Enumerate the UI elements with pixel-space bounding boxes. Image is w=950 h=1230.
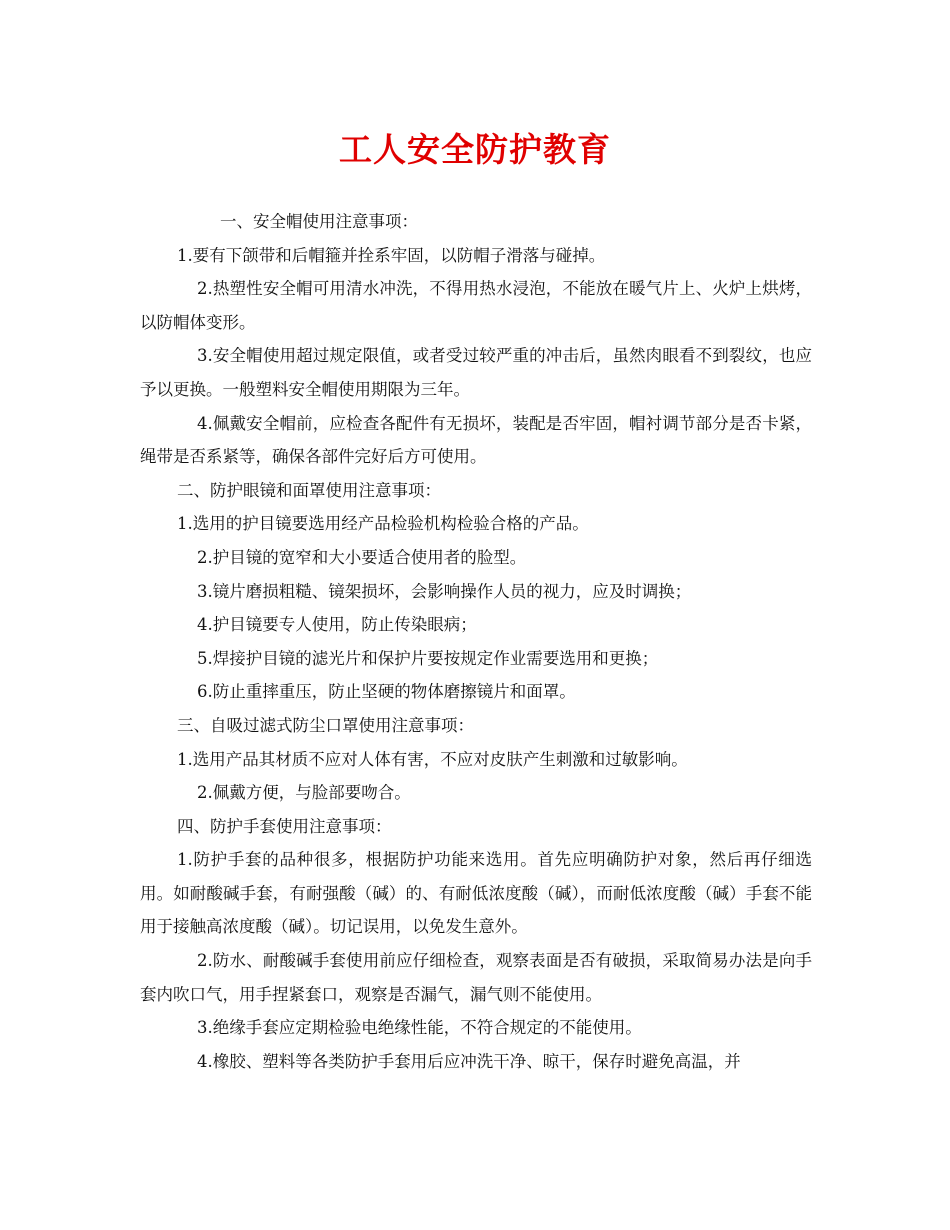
- section-heading-helmet: 一、安全帽使用注意事项：: [220, 212, 418, 231]
- mask-item-1: 1.选用产品其材质不应对人体有害，不应对皮肤产生刺激和过敏影响。: [177, 749, 688, 769]
- section-heading-goggles: 二、防护眼镜和面罩使用注意事项：: [177, 480, 441, 500]
- gloves-item-3: 3.绝缘手套应定期检验电绝缘性能，不符合规定的不能使用。: [197, 1018, 642, 1038]
- goggles-item-5: 5.焊接护目镜的滤光片和保护片要按规定作业需要选用和更换；: [197, 648, 659, 668]
- goggles-item-2: 2.护目镜的宽窄和大小要适合使用者的脸型。: [197, 547, 527, 567]
- helmet-item-4: 4.佩戴安全帽前，应检查各配件有无损坏，装配是否牢固，帽衬调节部分是否卡紧，绳带是否系紧等，确保各部件完好后方可使用。: [140, 413, 812, 467]
- section-heading-gloves: 四、防护手套使用注意事项：: [177, 816, 392, 836]
- helmet-item-3: 3.安全帽使用超过规定限值，或者受过较严重的冲击后，虽然肉眼看不到裂纹，也应予以更换。一般塑料安全帽使用期限为三年。: [140, 346, 812, 399]
- goggles-item-4: 4.护目镜要专人使用，防止传染眼病；: [197, 615, 477, 635]
- gloves-item-2: 2.防水、耐酸碱手套使用前应仔细检查，观察表面是否有破损，采取简易办法是向手套内吹口气，用手捏紧套口，观察是否漏气，漏气则不能使用。: [140, 951, 812, 1004]
- document-title: 工人安全防护教育: [339, 130, 611, 169]
- helmet-item-1: 1.要有下颌带和后帽箍并拴系牢固，以防帽子滑落与碰掉。: [177, 245, 606, 265]
- mask-item-2: 2.佩戴方便，与脸部要吻合。: [197, 783, 411, 803]
- gloves-item-1: 1.防护手套的品种很多，根据防护功能来选用。首先应明确防护对象，然后再仔细选用。如耐酸碱手套，有耐强酸（碱）的、有耐低浓度酸（碱），而耐低浓度酸（碱）手套不能用于接触高浓度酸（碱）。切记误用，以免发生意外。: [140, 850, 812, 937]
- helmet-item-2: 2.热塑性安全帽可用清水冲洗，不得用热水浸泡，不能放在暖气片上、火炉上烘烤，以防帽体变形。: [140, 279, 812, 332]
- gloves-item-4: 4.橡胶、塑料等各类防护手套用后应冲洗干净、晾干，保存时避免高温，并: [197, 1051, 741, 1071]
- document-body: [140, 205, 812, 1078]
- section-heading-mask: 三、自吸过滤式防尘口罩使用注意事项：: [177, 715, 474, 735]
- goggles-item-1: 1.选用的护目镜要选用经产品检验机构检验合格的产品。: [177, 514, 589, 534]
- goggles-item-6: 6.防止重摔重压，防止坚硬的物体磨擦镜片和面罩。: [197, 682, 576, 702]
- goggles-item-3: 3.镜片磨损粗糙、镜架损坏，会影响操作人员的视力，应及时调换；: [197, 581, 692, 601]
